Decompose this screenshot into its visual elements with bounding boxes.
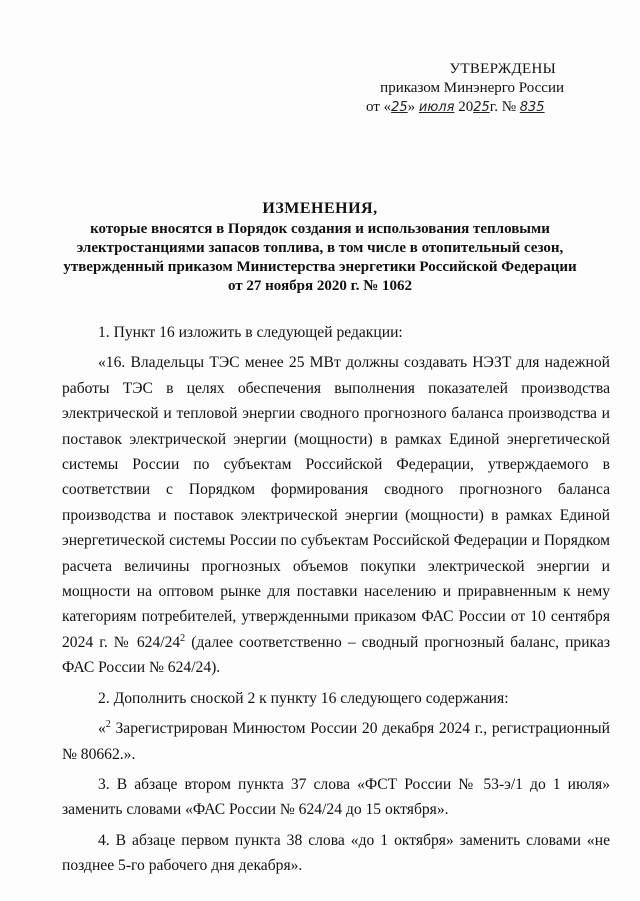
- paragraph-3: 2. Дополнить сноской 2 к пункту 16 следующего содержания:: [98, 689, 509, 707]
- paragraph-4-text: Зарегистрирован Минюстом России 20 декабря 2024 г., регистрационный № 80662.».: [62, 720, 610, 763]
- handwritten-month: июля: [418, 100, 455, 115]
- paragraph-2: [62, 350, 610, 680]
- paragraph-6: 4. В абзаце первом пункта 38 слова «до 1 октября» заменить словами «не позднее 5-го рабочего дня декабря».: [62, 831, 610, 875]
- paragraph-5: 3. В абзаце втором пункта 37 слова «ФСТ России № 53-э/1 до 1 июля» заменить словами «ФАС России № 624/24 до 15 октября».: [62, 775, 610, 819]
- approval-stamp: [340, 60, 600, 117]
- paragraph-4: [62, 716, 610, 767]
- date-prefix: от «: [366, 99, 392, 115]
- paragraph-4-open: «: [98, 720, 106, 738]
- handwritten-year: 25: [473, 100, 490, 115]
- footnote-marker: 2: [105, 718, 111, 730]
- year-prefix: 20: [454, 99, 474, 115]
- paragraph-1: 1. Пункт 16 изложить в следующей редакции:: [98, 324, 403, 341]
- handwritten-number: 835: [519, 100, 545, 115]
- approval-org: приказом Минэнерго России: [380, 80, 564, 96]
- date-mid: »: [407, 99, 416, 115]
- number-prefix: г. №: [489, 99, 520, 115]
- title-line-3: утвержденный приказом Министерства энергетики Российской Федерации: [63, 259, 577, 275]
- footnote-marker: 2: [180, 632, 186, 644]
- paragraph-2-text: «16. Владельцы ТЭС менее 25 МВт должны создавать НЭЗТ для надежной работы ТЭС в целях обеспечения выполнения показателей производства электрической и тепловой энергии сводного прогнозного баланса производства и поставок электрической энергии (мощности) в рамках Единой энергетической системы России по субъектам Российской Федерации, утверждаемого в соответствии с Порядком формирования сводного прогнозного баланса производства и поставок электрической энергии (мощности) в рамках Единой энергетической системы России по субъектам Российской Федерации и Порядком расчета величины прогнозных объемов покупки электрической энергии и мощности на оптовом рынке для поставки населению и приравненным к нему категориям потребителей, утвержденными приказом ФАС России от 10 сентября 2024 г. № 624/24: [62, 354, 610, 651]
- title-line-1: которые вносятся в Порядок создания и использования тепловыми: [90, 221, 550, 237]
- handwritten-day: 25: [391, 100, 408, 115]
- approval-date-line: [340, 98, 600, 117]
- title-line-2: электростанциями запасов топлива, в том числе в отопительный сезон,: [76, 240, 564, 256]
- title-main: ИЗМЕНЕНИЯ,: [262, 200, 378, 217]
- approval-heading: УТВЕРЖДЕНЫ: [449, 61, 556, 77]
- document-body: [62, 320, 610, 879]
- title-line-4: от 27 ноября 2020 г. № 1062: [227, 278, 413, 294]
- paragraph-2-tail: (далее соответственно – сводный прогнозный баланс, приказ ФАС России № 624/24).: [62, 633, 610, 677]
- document-title: [30, 199, 610, 296]
